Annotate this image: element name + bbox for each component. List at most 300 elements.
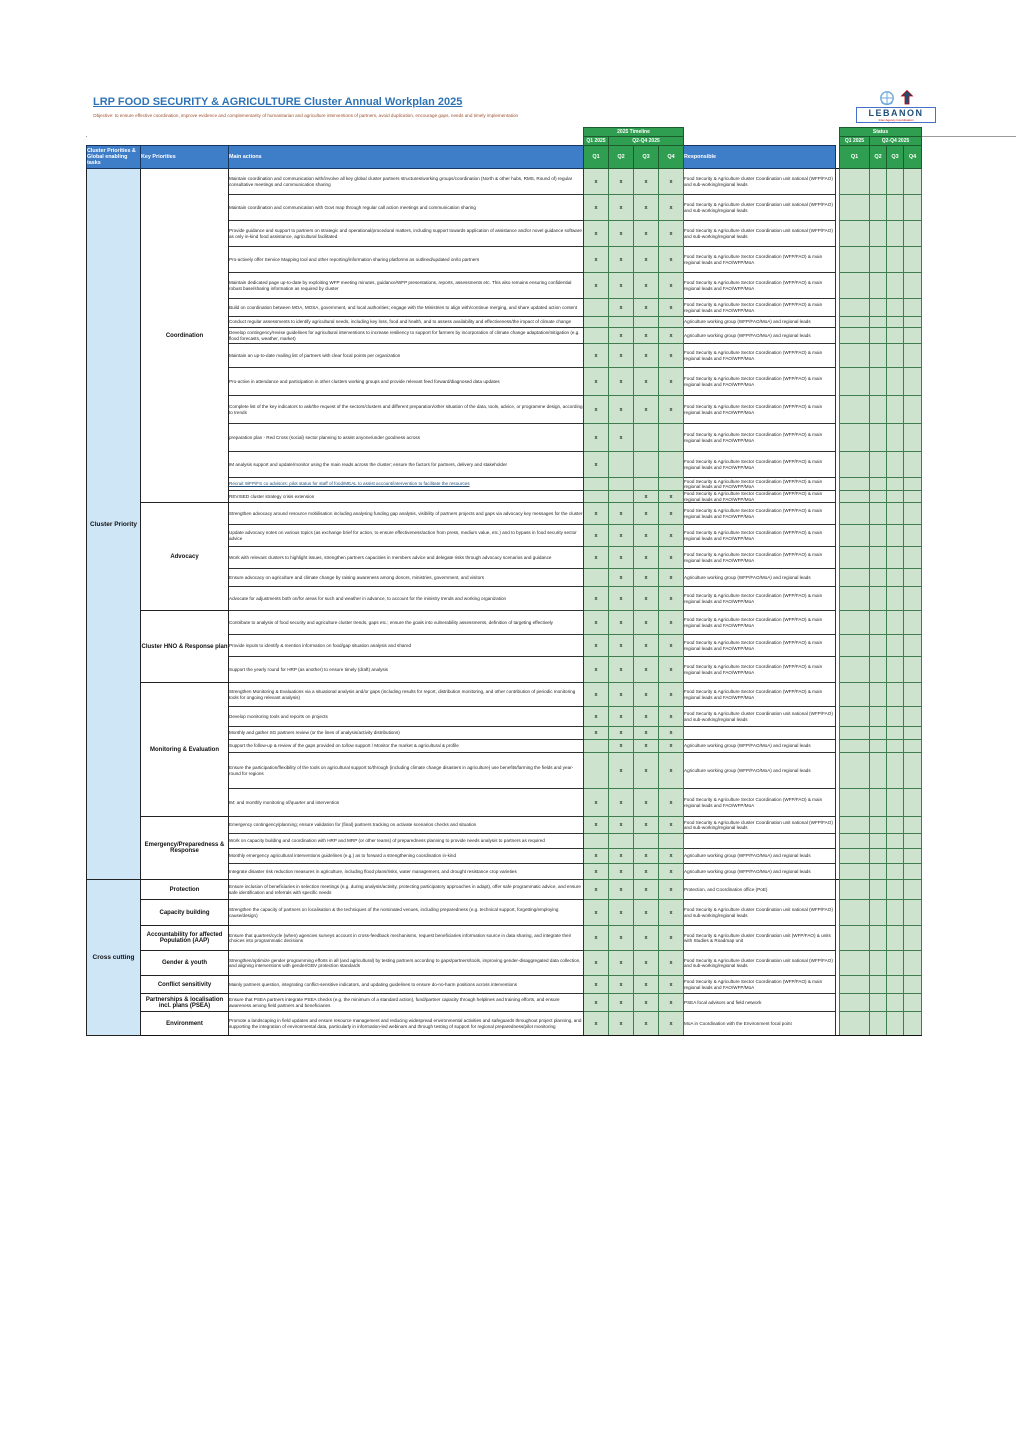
action-cell: Support the follow-up & review of the gaps provided on to/low support / Monitor the market & agricultural & profile [229,740,584,753]
status-cell-q1 [840,247,870,273]
status-cell-q4 [904,424,922,452]
status-cell-q3 [887,344,904,368]
status-cell-q4 [904,273,922,299]
quarter-mark-q2 [609,478,634,491]
status-cell-q1 [840,864,870,880]
action-cell: Ensure inclusion of beneficiaries in selection meetings (e.g. during analysis/activity, protecting participatory approaches in adapt), offer safe programmatic advice, and ensure safe identification and referrals with specific needs [229,880,584,900]
quarter-mark-q1: x [584,727,609,740]
status-cell-q2 [870,864,887,880]
status-cell-q3 [887,880,904,900]
status-cell-q2 [870,569,887,587]
section-label: Gender & youth [141,951,229,976]
action-cell: Strengthen Monitoring & Evaluations via a situational analysis and/or gaps (including results for report, distribution monitoring, and other contribution of periodic monitoring tools for ongoing relevant analysis) [229,683,584,707]
group-label: Cross cutting [87,880,141,1036]
responsible-cell: Food Security & Agriculture Sector Coordination (WFP/FAO) & main regional leads and FAO/WFP/MoA [684,491,836,503]
quarter-mark-q1 [584,834,609,849]
responsible-cell: Protection, and Coordination office (PoE) [684,880,836,900]
status-cell-q3 [887,727,904,740]
status-cell-q3 [887,994,904,1012]
responsible-cell: Food Security & Agriculture Sector Coordination (WFP/FAO) & main regional leads and FAO/WFP/MoA [684,273,836,299]
status-cell-q1 [840,727,870,740]
responsible-cell: Food Security & Agriculture cluster Coordination unit national (WFP/FAO) and sub-working/regional leads [684,817,836,834]
action-cell: Pro-actively offer Service Mapping tool and other reporting/information sharing platforms as outlined/updated on/to partners [229,247,584,273]
quarter-mark-q4: x [659,569,684,587]
status-cell-q4 [904,491,922,503]
action-cell: Maintain coordination and communication with Govt map through regular call action meetings and communication sharing [229,195,584,221]
quarter-mark-q1 [584,317,609,328]
quarter-mark-q3: x [634,344,659,368]
status-cell-q4 [904,683,922,707]
status-cell-q3 [887,368,904,396]
quarter-mark-q4: x [659,503,684,525]
status-cell-q3 [887,926,904,951]
quarter-mark-q2: x [609,976,634,994]
quarter-mark-q3: x [634,817,659,834]
action-cell: Promote a landscaping in field updates and ensure resource management and reducing widespread environmental activities and safeguards throughout project planning, and supporting the integration of environmental data, particularly in information-led webinars and through testing of support for regional preparedness/pilot monitoring [229,1012,584,1036]
quarter-mark-q4: x [659,951,684,976]
quarter-mark-q2: x [609,569,634,587]
responsible-cell: Agriculture working group (WFP/FAO/MoA) and regional leads [684,328,836,344]
quarter-mark-q4: x [659,273,684,299]
quarter-mark-q4: x [659,657,684,683]
responsible-cell: Agriculture working group (WFP/FAO/MoA) and regional leads [684,849,836,864]
status-cell-q3 [887,195,904,221]
status-cell-q4 [904,396,922,424]
quarter-mark-q3: x [634,569,659,587]
status-cell-q4 [904,195,922,221]
quarter-mark-q4: x [659,221,684,247]
status-cell-q2 [870,328,887,344]
quarter-mark-q4: x [659,683,684,707]
status-cell-q4 [904,344,922,368]
quarter-mark-q2: x [609,753,634,789]
quarter-mark-q1: x [584,195,609,221]
status-cell-q4 [904,317,922,328]
status-cell-q1 [840,273,870,299]
responsible-cell: Food Security & Agriculture Sector Coordination (WFP/FAO) & main regional leads and FAO/WFP/MoA [684,587,836,611]
status-cell-q3 [887,247,904,273]
page-title: LRP FOOD SECURITY & AGRICULTURE Cluster Annual Workplan 2025 [93,96,463,108]
status-cell-q4 [904,900,922,926]
status-cell-q2 [870,424,887,452]
responsible-cell: Food Security & Agriculture Sector Coordination (WFP/FAO) & main regional leads and FAO/WFP/MoA [684,547,836,569]
status-cell-q2 [870,817,887,834]
status-cell-q2 [870,753,887,789]
status-cell-q1 [840,368,870,396]
status-cell-q3 [887,503,904,525]
status-cell-q3 [887,657,904,683]
workplan-table [86,127,922,1036]
quarter-mark-q3 [634,452,659,478]
quarter-mark-q1: x [584,452,609,478]
col-header-q2: Q2 [609,146,634,169]
quarter-mark-q1: x [584,344,609,368]
quarter-mark-q2: x [609,926,634,951]
status-cell-q1 [840,569,870,587]
group-label: Cluster Priority [87,169,141,880]
section-label: Conflict sensitivity [141,976,229,994]
col-header-q4: Q4 [659,146,684,169]
quarter-mark-q4: x [659,247,684,273]
section-label: Environment [141,1012,229,1036]
status-cell-q2 [870,740,887,753]
quarter-mark-q3: x [634,657,659,683]
quarter-mark-q2: x [609,864,634,880]
action-cell: Pro-active in attendance and participation in other clusters working groups and provide relevant feed forward/diagnosed data updates [229,368,584,396]
status-cell-q3 [887,396,904,424]
header-blank [684,137,836,146]
status-cell-q4 [904,587,922,611]
status-cell-q3 [887,1012,904,1036]
quarter-mark-q1: x [584,926,609,951]
quarter-mark-q4: x [659,587,684,611]
action-cell: Develop monitoring tools and reports on projects [229,707,584,727]
timeline-title: 2025 Timeline [584,128,684,137]
quarter-mark-q3: x [634,368,659,396]
status-title: Status [840,128,922,137]
quarter-mark-q2: x [609,951,634,976]
status-cell-q1 [840,547,870,569]
quarter-mark-q4: x [659,328,684,344]
quarter-mark-q3 [634,317,659,328]
status-cell-q1 [840,1012,870,1036]
status-cell-q4 [904,247,922,273]
responsible-cell: Agriculture working group (WFP/FAO/MoA) and regional leads [684,864,836,880]
responsible-cell: Food Security & Agriculture cluster Coordination unit national (WFP/FAO) and sub-working/regional leads [684,900,836,926]
status-cell-q3 [887,849,904,864]
responsible-cell [684,727,836,740]
responsible-cell: Food Security & Agriculture Sector Coordination (WFP/FAO) & main regional leads and FAO/WFP/MoA [684,299,836,317]
quarter-mark-q1: x [584,900,609,926]
status-cell-q3 [887,273,904,299]
status-cell-q3 [887,683,904,707]
status-cell-q1 [840,994,870,1012]
quarter-mark-q3: x [634,247,659,273]
quarter-mark-q1 [584,753,609,789]
status-cell-q1 [840,834,870,849]
status-cell-q4 [904,299,922,317]
responsible-cell: MoA in Coordination with the Environment focal point [684,1012,836,1036]
status-cell-q3 [887,817,904,834]
responsible-cell: Food Security & Agriculture cluster Coordination unit national (WFP/FAO) and sub-working/regional leads [684,221,836,247]
status-col-header-q3: Q3 [887,146,904,169]
quarter-mark-q1: x [584,994,609,1012]
status-cell-q4 [904,328,922,344]
quarter-mark-q3: x [634,864,659,880]
quarter-mark-q1: x [584,635,609,657]
quarter-mark-q1 [584,569,609,587]
quarter-mark-q1: x [584,169,609,195]
status-cell-q4 [904,635,922,657]
quarter-mark-q3: x [634,491,659,503]
status-cell-q1 [840,452,870,478]
quarter-mark-q1: x [584,273,609,299]
quarter-mark-q2: x [609,657,634,683]
responsible-cell: Food Security & Agriculture Sector Coordination (WFP/FAO) & main regional leads and FAO/WFP/MoA [684,452,836,478]
quarter-mark-q2 [609,452,634,478]
status-cell-q4 [904,525,922,547]
action-cell: Conduct regular assessments to identify agricultural needs, including key loss, food and health, and to assess availability and effectiveness/the impact of climate change [229,317,584,328]
quarter-mark-q4: x [659,789,684,817]
status-cell-q3 [887,951,904,976]
quarter-mark-q4: x [659,491,684,503]
action-cell: Update advocacy notes on various topics (as exchange brief for action, to ensure effectiveness/action from press, medium value, etc.) and to bypass in food security sector advice [229,525,584,547]
quarter-mark-q1: x [584,525,609,547]
status-col-header-q1: Q1 [840,146,870,169]
action-cell: Emergency contingency/planning; ensure validation for (final) partners tracking on activate scenarios checks and situation [229,817,584,834]
quarter-mark-q3 [634,478,659,491]
quarter-mark-q3: x [634,789,659,817]
status-cell-q4 [904,864,922,880]
quarter-mark-q3: x [634,221,659,247]
section-label: Capacity building [141,900,229,926]
status-cell-q1 [840,478,870,491]
status-cell-q2 [870,1012,887,1036]
action-cell: Mainly partners question, integrating conflict-sensitive indicators, and updating guidelines to ensure do-no-harm positions across interventions [229,976,584,994]
status-cell-q1 [840,657,870,683]
status-cell-q4 [904,503,922,525]
status-cell-q1 [840,525,870,547]
logo-caption: Inter-Agency Coordination [878,118,914,122]
status-cell-q2 [870,976,887,994]
status-cell-q3 [887,424,904,452]
responsible-cell: Food Security & Agriculture Sector Coordination (WFP/FAO) & main regional leads and FAO/WFP/MoA [684,789,836,817]
action-cell: Ensure that PSEA partners integrate PSEA checks (e.g. the minimum of a standard action), fund/partner capacity through helplines and training efforts, and ensure awareness among field partners and beneficiaries [229,994,584,1012]
quarter-mark-q2: x [609,368,634,396]
quarter-mark-q3: x [634,707,659,727]
status-cell-q2 [870,994,887,1012]
status-col-header-q2: Q2 [870,146,887,169]
status-cell-q4 [904,547,922,569]
action-cell: Recruit WFP/FS co advisors: pilot status for staff of food/MEAL to assist account/intervention to facilitate the resources [229,478,584,491]
action-cell: Build on coordination between MOA, MOSA, government, and local authorities; engage with the Ministries to align with/continue merging, and share updated action content [229,299,584,317]
responsible-cell: Food Security & Agriculture cluster Coordination unit (WFP/FAO) & units with Studies & Roadmap unit [684,926,836,951]
status-rest-2025: Q2-Q4 2025 [870,137,922,146]
status-cell-q2 [870,683,887,707]
quarter-mark-q1: x [584,1012,609,1036]
status-cell-q1 [840,503,870,525]
status-cell-q2 [870,247,887,273]
status-cell-q1 [840,976,870,994]
status-col-header-q4: Q4 [904,146,922,169]
section-label: Partnerships & localisation incl. plans (PSEA) [141,994,229,1012]
quarter-mark-q1 [584,740,609,753]
quarter-mark-q1: x [584,587,609,611]
quarter-mark-q2: x [609,503,634,525]
status-cell-q4 [904,707,922,727]
quarter-mark-q1: x [584,657,609,683]
status-cell-q3 [887,834,904,849]
quarter-mark-q1 [584,478,609,491]
status-cell-q2 [870,317,887,328]
status-cell-q4 [904,221,922,247]
lebanon-logo [856,90,936,123]
responsible-cell [684,834,836,849]
quarter-mark-q4: x [659,864,684,880]
quarter-mark-q3: x [634,525,659,547]
action-cell: Maintain dedicated page up-to-date by exploiting WFP meeting minutes, guidance/WFP presentations, reports, assessments etc. This also remains ensuring confidential robust base/sharing information as required by cluster [229,273,584,299]
status-cell-q2 [870,849,887,864]
responsible-cell: Food Security & Agriculture cluster Coordination unit national (WFP/FAO) and sub-working/regional leads [684,169,836,195]
status-cell-q2 [870,727,887,740]
responsible-cell: Food Security & Agriculture Sector Coordination (WFP/FAO) & main regional leads and FAO/WFP/MoA [684,368,836,396]
quarter-mark-q3: x [634,849,659,864]
quarter-mark-q2: x [609,849,634,864]
quarter-mark-q2: x [609,587,634,611]
status-cell-q4 [904,727,922,740]
quarter-mark-q4: x [659,753,684,789]
quarter-mark-q4: x [659,299,684,317]
quarter-mark-q4: x [659,740,684,753]
header-blank [87,137,584,146]
responsible-cell: Agriculture working group (WFP/FAO/MoA) and regional leads [684,753,836,789]
status-cell-q2 [870,789,887,817]
status-cell-q2 [870,478,887,491]
status-cell-q3 [887,611,904,635]
header-blank [87,128,584,137]
section-label: Coordination [141,169,229,503]
quarter-mark-q1: x [584,707,609,727]
status-cell-q1 [840,880,870,900]
action-cell: Maintain an up-to-date mailing list of partners with clear focal points per organization [229,344,584,368]
quarter-mark-q3: x [634,273,659,299]
action-cell: Develop contingency/revise guidelines for agricultural interventions to increase resiliency to support for farmers by incorporation of climate change adaptation/mitigation (e.g. flood forecasts, weather, market) [229,328,584,344]
quarter-mark-q2: x [609,221,634,247]
status-cell-q2 [870,657,887,683]
responsible-cell: Food Security & Agriculture cluster Coordination unit national (WFP/FAO) and sub-working/regional leads [684,707,836,727]
status-cell-q4 [904,368,922,396]
status-cell-q2 [870,396,887,424]
quarter-mark-q2: x [609,299,634,317]
status-cell-q2 [870,221,887,247]
responsible-cell: Food Security & Agriculture Sector Coordination (WFP/FAO) & main regional leads and FAO/WFP/MoA [684,976,836,994]
status-cell-q4 [904,753,922,789]
responsible-cell: Food Security & Agriculture Sector Coordination (WFP/FAO) & main regional leads and FAO/WFP/MoA [684,478,836,491]
timeline-q1-2025: Q1 2025 [584,137,609,146]
status-cell-q3 [887,169,904,195]
status-cell-q4 [904,951,922,976]
status-cell-q2 [870,926,887,951]
quarter-mark-q3: x [634,547,659,569]
quarter-mark-q3: x [634,169,659,195]
col-header-key-priorities: Key Priorities [141,146,229,169]
status-q1-2025: Q1 2025 [840,137,870,146]
action-cell: Monthly emergency agricultural interventions guidelines (e.g.) as to forward a strengthening coordination in-kind [229,849,584,864]
quarter-mark-q2: x [609,611,634,635]
status-cell-q2 [870,707,887,727]
quarter-mark-q4: x [659,1012,684,1036]
status-cell-q1 [840,951,870,976]
status-cell-q3 [887,525,904,547]
action-cell: Strengthen advocacy around resource mobilisation including analysing funding gap analysis, visibility of partners projects and gaps via advocacy key messages for the cluster [229,503,584,525]
status-cell-q1 [840,635,870,657]
status-cell-q3 [887,299,904,317]
col-header-cluster-priorities: Cluster Priorities & Global enabling tasks [87,146,141,169]
un-emblem-icon [875,90,917,106]
status-cell-q1 [840,683,870,707]
quarter-mark-q1: x [584,976,609,994]
status-cell-q4 [904,994,922,1012]
quarter-mark-q2: x [609,247,634,273]
status-cell-q4 [904,169,922,195]
status-cell-q2 [870,503,887,525]
quarter-mark-q2: x [609,635,634,657]
quarter-mark-q2: x [609,880,634,900]
status-cell-q3 [887,740,904,753]
action-cell: Work with relevant clusters to highlight issues, strengthen partners capacities in members advice and delegate risks through advocacy scenarios and guidance [229,547,584,569]
quarter-mark-q4: x [659,195,684,221]
status-cell-q3 [887,900,904,926]
quarter-mark-q1 [584,299,609,317]
status-cell-q3 [887,328,904,344]
quarter-mark-q4: x [659,880,684,900]
status-cell-q1 [840,491,870,503]
responsible-cell: Food Security & Agriculture cluster Coordination unit national (WFP/FAO) and sub-working/regional leads [684,951,836,976]
col-header-q1: Q1 [584,146,609,169]
quarter-mark-q3: x [634,299,659,317]
status-cell-q2 [870,344,887,368]
quarter-mark-q2: x [609,1012,634,1036]
action-cell: Contribute to analysis of food security and agriculture cluster trends, gaps etc.; ensure the goals into vulnerability assessments, definition of targeting effectively [229,611,584,635]
action-cell: Ensure the participation/flexibility of the tools on agricultural support to/through (including climate change disasters in agriculture) use benefits/farming the fields and year-round for regions [229,753,584,789]
quarter-mark-q1 [584,491,609,503]
logo-country-box [856,107,936,123]
quarter-mark-q3: x [634,503,659,525]
quarter-mark-q1: x [584,849,609,864]
quarter-mark-q2: x [609,169,634,195]
quarter-mark-q1: x [584,789,609,817]
action-cell: Maintain coordination and communication with/involve all key global cluster partners structures/working groups/coordination (North & other hubs, RMS, Round of) regular consultative meetings and communication sharing [229,169,584,195]
responsible-cell: Agriculture working group (WFP/FAO/MoA) and regional leads [684,569,836,587]
status-cell-q2 [870,452,887,478]
status-cell-q3 [887,547,904,569]
quarter-mark-q1: x [584,368,609,396]
quarter-mark-q3: x [634,976,659,994]
quarter-mark-q4: x [659,635,684,657]
quarter-mark-q2: x [609,328,634,344]
quarter-mark-q3 [634,834,659,849]
status-cell-q4 [904,789,922,817]
responsible-cell: Food Security & Agriculture Sector Coordination (WFP/FAO) & main regional leads and FAO/WFP/MoA [684,396,836,424]
quarter-mark-q3: x [634,740,659,753]
quarter-mark-q4: x [659,547,684,569]
quarter-mark-q3: x [634,926,659,951]
quarter-mark-q3: x [634,195,659,221]
status-cell-q4 [904,569,922,587]
quarter-mark-q2: x [609,273,634,299]
status-cell-q3 [887,864,904,880]
quarter-mark-q1: x [584,683,609,707]
status-cell-q4 [904,452,922,478]
responsible-cell: Food Security & Agriculture Sector Coordination (WFP/FAO) & main regional leads and FAO/WFP/MoA [684,635,836,657]
quarter-mark-q2: x [609,195,634,221]
status-cell-q1 [840,424,870,452]
logo-country-label: LEBANON [868,108,924,118]
status-cell-q1 [840,789,870,817]
status-cell-q3 [887,789,904,817]
status-cell-q4 [904,926,922,951]
responsible-cell: Food Security & Agriculture Sector Coordination (WFP/FAO) & main regional leads and FAO/WFP/MoA [684,424,836,452]
action-cell: Integrate disaster risk reduction measures in agriculture, including flood plans/risks, water management, and drought resistance crop varieties [229,864,584,880]
status-cell-q1 [840,169,870,195]
quarter-mark-q2: x [609,727,634,740]
section-label: Monitoring & Evaluation [141,683,229,817]
quarter-mark-q3: x [634,994,659,1012]
action-cell: IM analysis support and update/monitor using the main reads across the cluster; ensure the factors for partners, delivery and stakeholder [229,452,584,478]
status-cell-q1 [840,221,870,247]
status-cell-q1 [840,317,870,328]
quarter-mark-q4: x [659,976,684,994]
